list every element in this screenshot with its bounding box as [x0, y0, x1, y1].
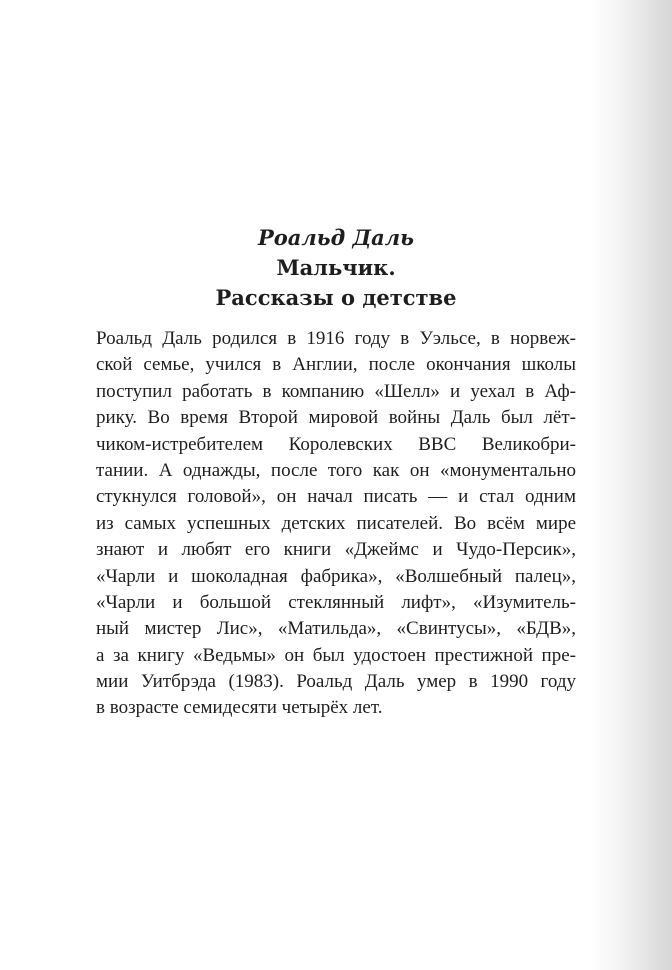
- text-line: мии Уитбрэда (1983). Роальд Даль умер в 1990 году: [96, 671, 576, 693]
- text-line: рику. Во время Второй мировой войны Даль был лёт-: [96, 407, 576, 429]
- text-line: из самых успешных детских писателей. Во всём мире: [96, 512, 576, 534]
- text-line: ской семье, учился в Англии, после окончания школы: [96, 354, 576, 376]
- author-biography: [96, 326, 576, 722]
- text-line: «Чарли и большой стеклянный лифт», «Изумитель-: [96, 591, 576, 613]
- text-line: Роальд Даль родился в 1916 году в Уэльсе, в норвеж-: [96, 328, 576, 349]
- text-line: поступил работать в компанию «Шелл» и уехал в Аф-: [96, 380, 576, 402]
- text-line: знают и любят его книги «Джеймс и Чудо-Персик»,: [96, 539, 576, 561]
- text-line: а за книгу «Ведьмы» он был удостоен престижной пре-: [96, 644, 576, 666]
- text-line: в возрасте семидесяти четырёх лет.: [96, 697, 383, 719]
- text-line: «Чарли и шоколадная фабрика», «Волшебный палец»,: [96, 565, 576, 587]
- text-line: чиком-истребителем Королевских ВВС Великобри-: [96, 433, 576, 455]
- book-title-line-2: Рассказы о детстве: [215, 285, 457, 310]
- text-line: тании. А однажды, после того как он «монументально: [96, 459, 576, 481]
- book-heading: [60, 223, 612, 313]
- text-line: ный мистер Лис», «Матильда», «Свинтусы», «БДВ»,: [96, 618, 576, 640]
- book-title-line-1: Мальчик.: [276, 255, 396, 280]
- author-name: Роальд Даль: [257, 225, 415, 250]
- text-line: стукнулся головой», он начал писать — и стал одним: [96, 486, 576, 508]
